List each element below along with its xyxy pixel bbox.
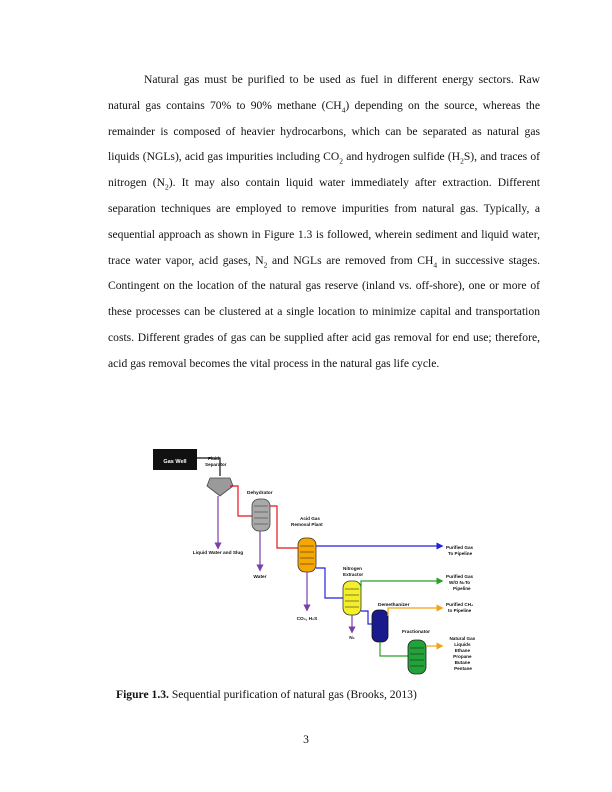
demethanizer-label: Demethanizer (378, 603, 410, 608)
purified-ch4-label: Purified CH₄ to Pipeline (446, 602, 474, 613)
purification-flow-diagram (150, 448, 490, 683)
dehydrator-label: Dehydrator (247, 491, 273, 496)
co2-h2s-label: CO₂, H₂S (296, 617, 318, 622)
purified-gas-pipeline-label: Purified Gas To Pipeline (446, 545, 474, 556)
acid-gas-plant-label: Acid Gas Removal Plant (291, 516, 323, 527)
demethanizer-vessel (372, 610, 388, 642)
fractionator-vessel (408, 640, 426, 674)
fluid-separator-label: Fluid Separator (205, 456, 227, 467)
gas-well-label: Gas Well (163, 459, 187, 465)
nitrogen-extractor-label: Nitrogen Extractor (343, 566, 364, 577)
purified-gas-wo-n2-label: Purified Gas W/O N₂To Pipeline (446, 574, 474, 591)
liquid-water-slug-label: Liquid Water and Slug (192, 551, 244, 556)
acid-gas-removal-vessel (298, 538, 316, 572)
nitrogen-extractor-vessel (343, 581, 361, 615)
figure-caption: Figure 1.3. Sequential purification of natural gas (Brooks, 2013) (116, 688, 417, 701)
body-paragraph: Natural gas must be purified to be used as fuel in different energy sectors. Raw natural gas contains 70% to 90% methane $(CH_4)$ depending on the source, whereas the remainder is composed of heavier hydrocarbons, which can be separated as natural gas liquids (NGLs), acid gas impurities including $CO_2$ and hydrogen sulfide $(H_2S)$, and traces of nitrogen $(N_2)$. It may also contain liquid water immediately after extraction. Different separation techniques are employed to remove impurities from natural gas. Typically, a sequential approach as shown in Figure 1.3 is followed, wherein sediment and liquid water, trace water vapor, acid gases, $N_2$ and NGLs are removed from $CH_4$ in successive stages. Contingent on the location of the natural gas reserve (inland vs. off-shore), one or more of these processes can be clustered at a single location to minimize capital and transportation costs. Different grades of gas can be supplied after acid gas removal for end use; therefore, acid gas removal becomes the vital process in the natural gas life cycle. (108, 73, 540, 370)
fractionator-label: Fractionator (402, 630, 430, 635)
n2-label: N₂ (349, 636, 355, 641)
dehydrator-vessel (252, 499, 270, 531)
fluid-separator (207, 478, 233, 496)
water-label: Water (253, 575, 267, 580)
ngl-products-label: Natural Gas Liquids Ethane Propane Butane Pentane (449, 636, 476, 671)
page-number: 3 (303, 733, 309, 746)
